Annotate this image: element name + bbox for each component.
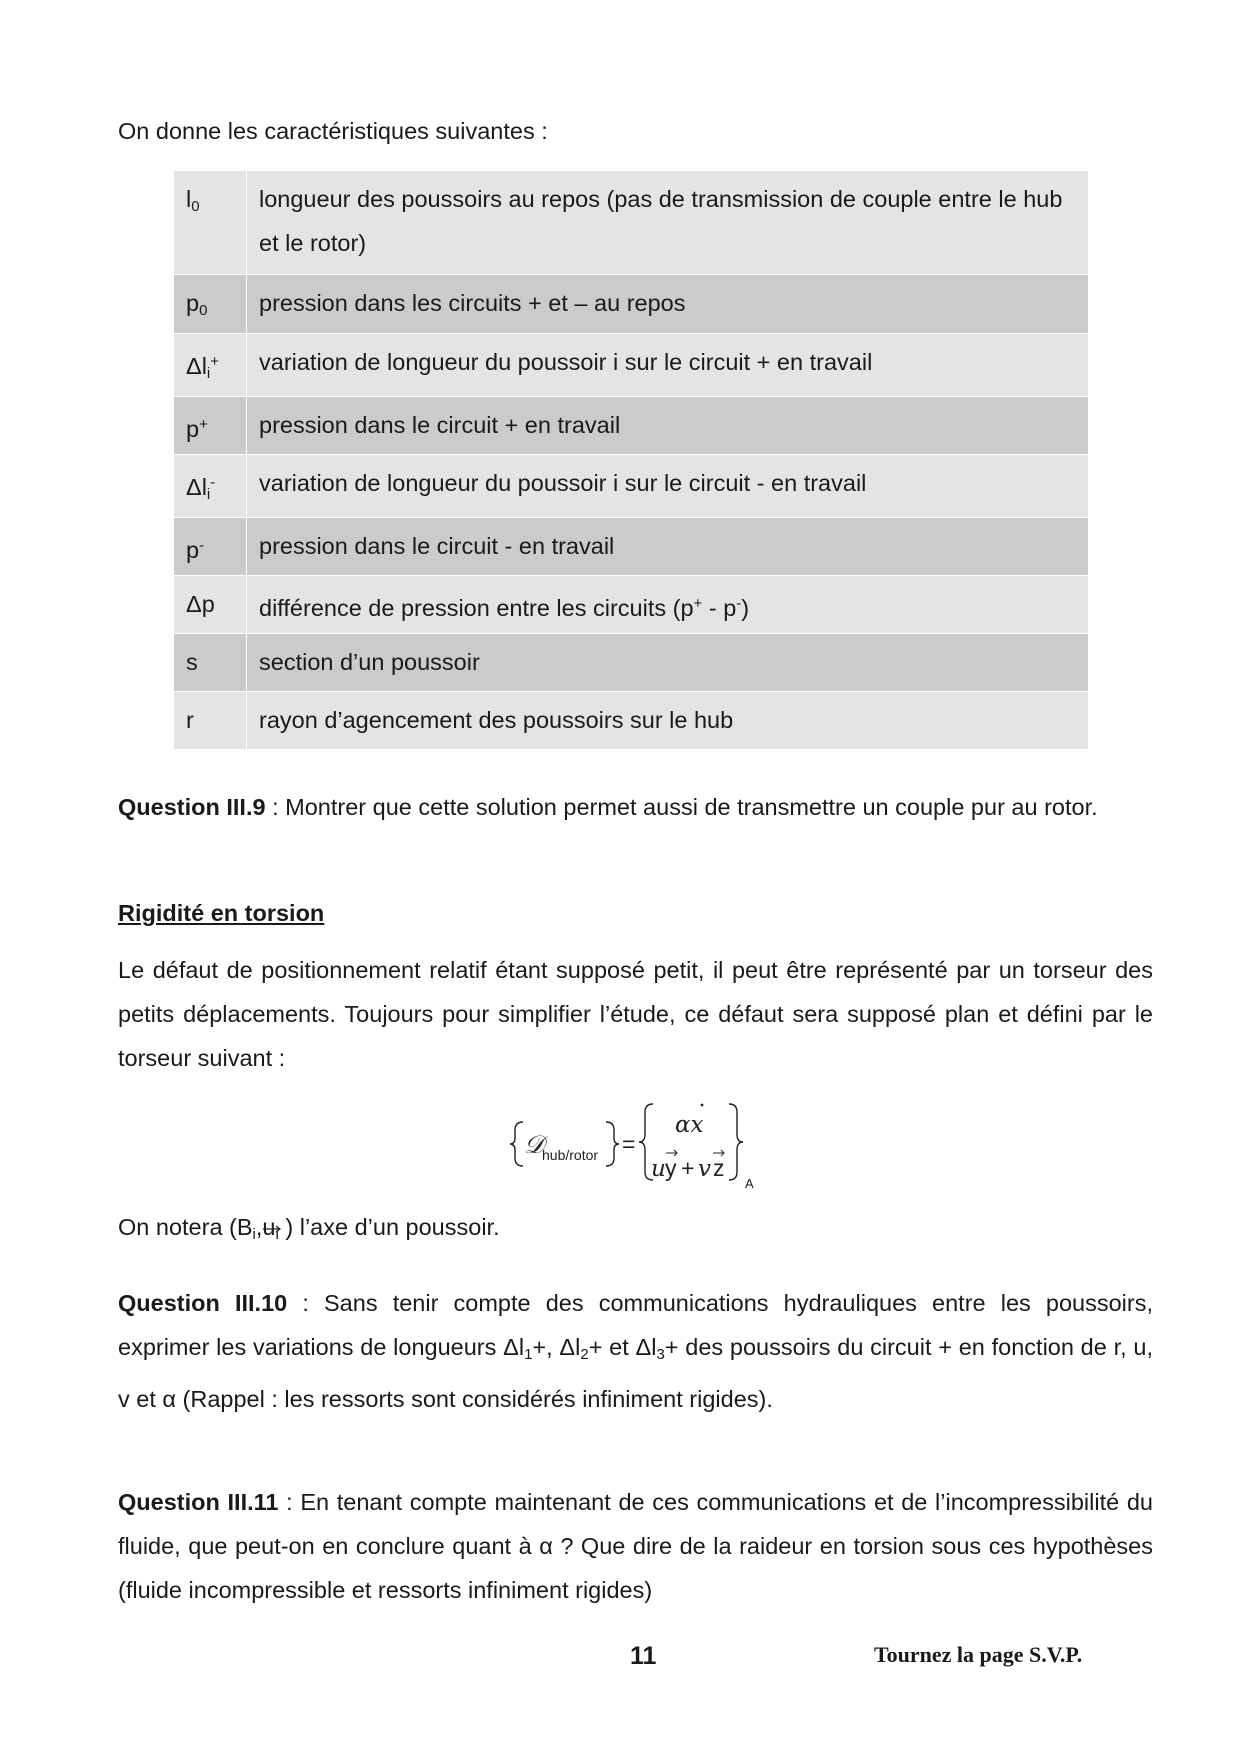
characteristics-table (174, 170, 1088, 749)
table-row (174, 455, 1088, 518)
question-III-9: Question III.9 : Montrer que cette solution permet aussi de transmettre un couple pur au rotor. (118, 794, 1098, 820)
x-dot (701, 1104, 704, 1107)
description-cell: section d’un poussoir (247, 634, 1089, 692)
u-symbol: u (651, 1156, 666, 1182)
v-symbol: v (698, 1156, 711, 1182)
symbol-cell: $p_0$ (174, 275, 247, 334)
description-cell: pression dans les circuits + et – au repos (247, 275, 1089, 334)
torsor-formula (505, 1098, 775, 1190)
question-label: Question III.11 (118, 1489, 279, 1515)
formula-subscript: hub/rotor (542, 1147, 599, 1163)
page-number: 11 (630, 1642, 657, 1670)
table-row (174, 692, 1088, 750)
description-cell: rayon d’agencement des poussoirs sur le hub (247, 692, 1089, 750)
description-cell: variation de longueur du poussoir i sur le circuit - en travail (247, 455, 1089, 518)
symbol-cell: s (174, 634, 247, 692)
table-row (174, 634, 1088, 692)
symbol-cell: p+ (174, 397, 247, 455)
symbol-cell: $\Delta l_i^+$ (174, 334, 247, 397)
big-right-brace (729, 1104, 743, 1180)
table-row (174, 518, 1088, 576)
y-symbol: y (665, 1155, 677, 1181)
equals-sign: = (622, 1131, 636, 1157)
vector-arrow-icon (262, 1212, 282, 1220)
description-cell: pression dans le circuit + en travail (247, 397, 1089, 455)
question-label: Question III.10 (118, 1290, 288, 1316)
body-paragraph: Le défaut de positionnement relatif étant supposé petit, il peut être représenté par un torseur des petits déplacements. Toujours pour simplifier l’étude, ce défaut sera supposé plan et défini par le torseur suivant : (118, 957, 1153, 1071)
reduction-point: A (745, 1176, 754, 1190)
axis-note: On notera ($B_i$, $u_i$ ) l’axe d’un poussoir. (118, 1214, 500, 1243)
question-III-10: Question III.10 : Sans tenir compte des communications hydrauliques entre les poussoirs, exprimer les variations de longueurs $\Delta l_1+$, $\Delta l_2+$ et $\Delta l_3+$ des poussoirs du circuit + en fonction de r, u, v et α (Rappel : les ressorts sont considérés infiniment rigides). (118, 1290, 1153, 1412)
table-row (174, 576, 1088, 634)
description-cell: longueur des poussoirs au repos (pas de transmission de couple entre le hub et le rotor) (247, 171, 1089, 275)
symbol-cell: $l_0$ (174, 171, 247, 275)
question-III-11: Question III.11 : En tenant compte maintenant de ces communications et de l’incompressibilité du fluide, que peut-on en conclure quant à α ? Que dire de la raideur en torsion sous ces hypothèses (fluide incompressible et ressorts infiniment rigides) (118, 1489, 1153, 1603)
table-row (174, 275, 1088, 334)
symbol-cell: p- (174, 518, 247, 576)
symbol-cell: $\Delta l_i^-$ (174, 455, 247, 518)
right-brace (606, 1122, 619, 1166)
turn-page-note: Tournez la page S.V.P. (874, 1642, 1083, 1667)
plus-sign: + (681, 1155, 695, 1181)
rotation-term: αx (675, 1112, 704, 1138)
description-cell: pression dans le circuit - en travail (247, 518, 1089, 576)
script-d: 𝒟 (524, 1130, 544, 1159)
symbol-cell: r (174, 692, 247, 750)
description-cell: variation de longueur du poussoir i sur le circuit + en travail (247, 334, 1089, 397)
description-cell: différence de pression entre les circuits (p+ - p-) (247, 576, 1089, 634)
section-heading: Rigidité en torsion (118, 900, 325, 926)
symbol-cell: Δp (174, 576, 247, 634)
intro-text: On donne les caractéristiques suivantes : (118, 118, 548, 144)
z-symbol: z (713, 1155, 725, 1181)
table-row (174, 171, 1088, 275)
table-row (174, 334, 1088, 397)
left-brace (510, 1122, 523, 1166)
question-label: Question III.9 (118, 794, 266, 820)
table-row (174, 397, 1088, 455)
